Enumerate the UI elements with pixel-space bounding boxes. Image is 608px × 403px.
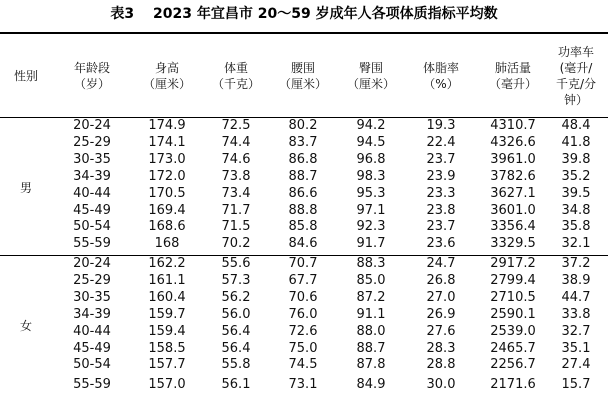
column-header-power-bike — [546, 34, 606, 118]
table-cell-hip: 88.3 — [356, 256, 386, 271]
table-cell-vital-capacity: 3961.0 — [490, 151, 536, 167]
table-cell-waist: 76.0 — [288, 306, 318, 322]
table-cell-hip: 87.8 — [356, 357, 386, 373]
table-cell-power-bike: 34.8 — [561, 202, 591, 218]
table-cell-height: 161.1 — [148, 272, 186, 288]
table-cell-height: 159.7 — [148, 306, 186, 322]
table-cell-height: 174.9 — [148, 118, 186, 133]
column-header-line: （岁） — [73, 77, 110, 91]
table-cell-body-fat: 22.4 — [426, 134, 456, 150]
table-cell-height: 173.0 — [148, 151, 186, 167]
table-cell-age-group: 45-49 — [73, 340, 111, 356]
table-cell-height: 169.4 — [148, 202, 186, 218]
table-cell-body-fat: 28.8 — [426, 357, 456, 373]
table-cell-height: 158.5 — [148, 340, 186, 356]
table-cell-hip: 96.8 — [356, 151, 386, 167]
table-cell-hip: 94.5 — [356, 134, 386, 150]
table-cell-power-bike: 39.5 — [561, 185, 591, 201]
table-cell-waist: 88.7 — [288, 168, 318, 184]
table-cell-age-group: 30-35 — [73, 151, 111, 167]
table-cell-height: 170.5 — [148, 185, 186, 201]
table-cell-age-group: 50-54 — [73, 219, 111, 235]
table-cell-vital-capacity: 3356.4 — [490, 219, 536, 235]
column-header-body-fat — [406, 34, 476, 118]
table-cell-height: 174.1 — [148, 134, 186, 150]
column-header-line: 臀围 — [358, 61, 383, 75]
table-cell-hip: 88.7 — [356, 340, 386, 356]
table-cell-vital-capacity: 2539.0 — [490, 323, 536, 339]
table-cell-hip: 91.1 — [356, 306, 386, 322]
table-cell-waist: 86.6 — [288, 185, 318, 201]
table-cell-age-group: 34-39 — [73, 306, 111, 322]
table-cell-body-fat: 23.8 — [426, 202, 456, 218]
column-header-line: 功率车 — [557, 45, 594, 59]
column-header-line: 腰围 — [290, 61, 315, 75]
table-cell-waist: 74.5 — [288, 357, 318, 373]
table-cell-weight: 71.7 — [221, 202, 251, 218]
column-header-line: （厘米） — [346, 77, 395, 91]
table-cell-body-fat: 23.7 — [426, 219, 456, 235]
table-cell-weight: 71.5 — [221, 219, 251, 235]
column-header-line: 千克/分 — [555, 77, 597, 91]
table-cell-power-bike: 27.4 — [561, 357, 591, 373]
column-header-line: (毫升/ — [559, 61, 593, 75]
table-cell-weight: 55.6 — [221, 256, 251, 271]
table-cell-weight: 56.4 — [221, 323, 251, 339]
table-cell-age-group: 55-59 — [73, 236, 111, 252]
table-cell-age-group: 30-35 — [73, 289, 111, 305]
table-cell-height: 162.2 — [148, 256, 186, 271]
column-header-line: （千克） — [211, 77, 260, 91]
table-cell-waist: 84.6 — [288, 236, 318, 252]
table-cell-height: 157.0 — [148, 377, 186, 393]
table-cell-power-bike: 37.2 — [561, 256, 591, 271]
column-header-line: （毫升） — [488, 77, 537, 91]
table-cell-hip: 95.3 — [356, 185, 386, 201]
table-cell-body-fat: 26.9 — [426, 306, 456, 322]
table-cell-weight: 55.8 — [221, 357, 251, 373]
gender-label: 女 — [20, 318, 33, 333]
table-cell-weight: 73.4 — [221, 185, 251, 201]
table-cell-hip: 98.3 — [356, 168, 386, 184]
column-header-line: 肺活量 — [494, 61, 531, 75]
table-cell-vital-capacity: 4326.6 — [490, 134, 536, 150]
column-header-weight — [206, 34, 266, 118]
table-cell-vital-capacity: 2590.1 — [490, 306, 536, 322]
table-cell-hip: 88.0 — [356, 323, 386, 339]
table-cell-weight: 72.5 — [221, 118, 251, 133]
table-cell-body-fat: 30.0 — [426, 377, 456, 393]
table-cell-power-bike: 35.2 — [561, 168, 591, 184]
table-cell-waist: 85.8 — [288, 219, 318, 235]
table-cell-vital-capacity: 2465.7 — [490, 340, 536, 356]
table-cell-power-bike: 48.4 — [561, 118, 591, 133]
column-header-hip — [336, 34, 406, 118]
column-header-line: 年龄段 — [73, 61, 110, 75]
table-cell-vital-capacity: 3601.0 — [490, 202, 536, 218]
table-cell-height: 160.4 — [148, 289, 186, 305]
table-title: 表3 2023 年宜昌市 20～59 岁成年人各项体质指标平均数 — [110, 6, 498, 22]
table-cell-age-group: 55-59 — [73, 377, 111, 393]
table-cell-waist: 70.7 — [288, 256, 318, 271]
table-cell-age-group: 40-44 — [73, 323, 111, 339]
column-header-line: 性别 — [13, 69, 38, 83]
table-cell-weight: 73.8 — [221, 168, 251, 184]
table-cell-waist: 83.7 — [288, 134, 318, 150]
table-cell-weight: 56.1 — [221, 377, 251, 393]
table-cell-vital-capacity: 3782.6 — [490, 168, 536, 184]
table-cell-height: 159.4 — [148, 323, 186, 339]
column-header-height — [127, 34, 207, 118]
column-header-vital-capacity — [473, 34, 553, 118]
table-cell-power-bike: 32.7 — [561, 323, 591, 339]
table-cell-weight: 56.2 — [221, 289, 251, 305]
table-cell-vital-capacity: 4310.7 — [490, 118, 536, 133]
table-cell-hip: 91.7 — [356, 236, 386, 252]
column-header-line: （厘米） — [142, 77, 191, 91]
table-cell-weight: 56.0 — [221, 306, 251, 322]
column-header-line: 钟） — [563, 93, 588, 107]
table-cell-power-bike: 35.1 — [561, 340, 591, 356]
table-cell-age-group: 45-49 — [73, 202, 111, 218]
table-cell-body-fat: 26.8 — [426, 272, 456, 288]
gender-label: 男 — [20, 180, 33, 195]
table-cell-body-fat: 23.7 — [426, 151, 456, 167]
table-cell-power-bike: 39.8 — [561, 151, 591, 167]
table-cell-body-fat: 27.0 — [426, 289, 456, 305]
table-cell-height: 172.0 — [148, 168, 186, 184]
table-cell-waist: 86.8 — [288, 151, 318, 167]
table-cell-hip: 92.3 — [356, 219, 386, 235]
table-cell-waist: 72.6 — [288, 323, 318, 339]
table-cell-height: 168.6 — [148, 219, 186, 235]
table-cell-waist: 67.7 — [288, 272, 318, 288]
table-cell-waist: 88.8 — [288, 202, 318, 218]
table-cell-body-fat: 24.7 — [426, 256, 456, 271]
column-header-line: （%） — [423, 77, 459, 91]
table-cell-power-bike: 32.1 — [561, 236, 591, 252]
table-cell-vital-capacity: 2256.7 — [490, 357, 536, 373]
table-cell-power-bike: 38.9 — [561, 272, 591, 288]
table-cell-age-group: 34-39 — [73, 168, 111, 184]
table-cell-body-fat: 23.9 — [426, 168, 456, 184]
table-cell-waist: 80.2 — [288, 118, 318, 133]
table-cell-age-group: 25-29 — [73, 134, 111, 150]
table-cell-hip: 87.2 — [356, 289, 386, 305]
table-cell-body-fat: 19.3 — [426, 118, 456, 133]
table-cell-body-fat: 28.3 — [426, 340, 456, 356]
table-cell-height: 157.7 — [148, 357, 186, 373]
table-cell-vital-capacity: 2171.6 — [490, 377, 536, 393]
table-cell-vital-capacity: 3627.1 — [490, 185, 536, 201]
table-cell-power-bike: 15.7 — [561, 377, 591, 393]
column-header-line: 体重 — [223, 61, 248, 75]
table-cell-weight: 57.3 — [221, 272, 251, 288]
table-cell-power-bike: 41.8 — [561, 134, 591, 150]
table-cell-age-group: 50-54 — [73, 357, 111, 373]
table-cell-hip: 94.2 — [356, 118, 386, 133]
column-header-line: 身高 — [154, 61, 179, 75]
column-header-gender — [1, 34, 51, 118]
column-header-age-group — [57, 34, 127, 118]
table-cell-hip: 85.0 — [356, 272, 386, 288]
table-cell-hip: 97.1 — [356, 202, 386, 218]
table-cell-age-group: 20-24 — [73, 118, 111, 133]
table-cell-body-fat: 23.3 — [426, 185, 456, 201]
table-cell-waist: 70.6 — [288, 289, 318, 305]
table-cell-vital-capacity: 2917.2 — [490, 256, 536, 271]
table-cell-hip: 84.9 — [356, 377, 386, 393]
table-cell-weight: 56.4 — [221, 340, 251, 356]
table-cell-power-bike: 44.7 — [561, 289, 591, 305]
table-cell-body-fat: 23.6 — [426, 236, 456, 252]
table-cell-power-bike: 33.8 — [561, 306, 591, 322]
table-cell-weight: 70.2 — [221, 236, 251, 252]
table-cell-vital-capacity: 2710.5 — [490, 289, 536, 305]
column-header-line: 体脂率 — [422, 61, 459, 75]
table-cell-vital-capacity: 3329.5 — [490, 236, 536, 252]
column-header-line: （厘米） — [278, 77, 327, 91]
table-cell-age-group: 25-29 — [73, 272, 111, 288]
table-cell-waist: 75.0 — [288, 340, 318, 356]
table-cell-power-bike: 35.8 — [561, 219, 591, 235]
table-cell-age-group: 20-24 — [73, 256, 111, 271]
table-cell-height: 168 — [154, 236, 180, 252]
table-cell-age-group: 40-44 — [73, 185, 111, 201]
table-cell-weight: 74.4 — [221, 134, 251, 150]
table-cell-waist: 73.1 — [288, 377, 318, 393]
table-cell-vital-capacity: 2799.4 — [490, 272, 536, 288]
table-cell-weight: 74.6 — [221, 151, 251, 167]
table-cell-body-fat: 27.6 — [426, 323, 456, 339]
column-header-waist — [268, 34, 338, 118]
